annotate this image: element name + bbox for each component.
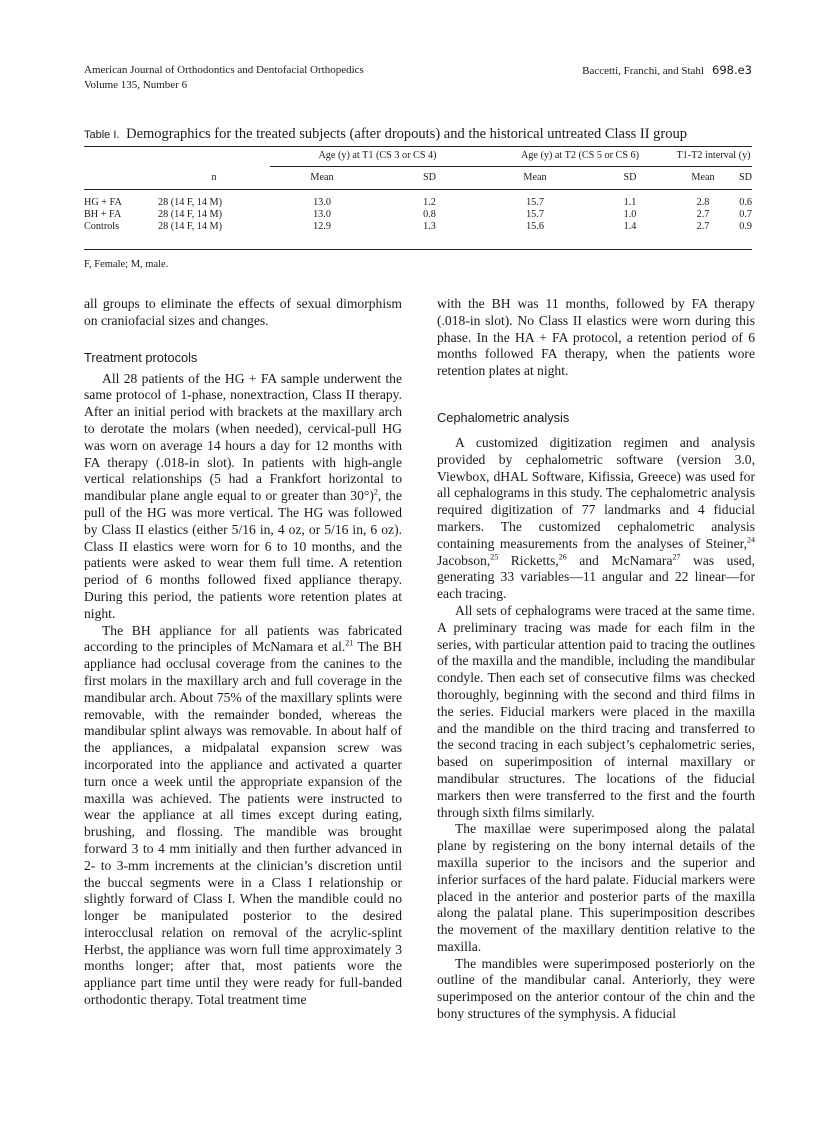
cell: 1.3 (423, 221, 436, 232)
row-group: BH + FA (84, 209, 122, 220)
cell: 15.6 (526, 221, 544, 232)
paragraph: A customized digitization regimen and analysis provided by cephalometric software (version 3.0, Viewbox, dHAL Software, Kifissia, Greece) was used for all cephalograms in this study. The cephalometric analysis required digitization of 77 landmarks and 4 fiducial markers. The customized cephalometric analysis containing measurements from the analyses of Steiner,$^{24}$ Jacobson,$^{25}$ Ricketts,$^{26}$ and McNamara$^{27}$ was used, generating 33 variables—11 angular and 22 linear—for each tracing. (437, 434, 755, 602)
table-row (84, 190, 752, 210)
citation: 24 (747, 535, 755, 545)
page-number: 698.e3 (712, 63, 752, 77)
cell: 12.9 (313, 221, 331, 232)
paragraph: The maxillae were superimposed along the palatal plane by registering on the bony internal details of the maxilla superior to the incisors and the superior and inferior surfaces of the hard palate. Fiducial markers were placed in the anterior and posterior parts of the maxilla along the palatal plane. This superimposition describes the movement of the maxillary dentition relative to the maxilla. (437, 821, 755, 954)
group-header-t2: Age (y) at T2 (CS 5 or CS 6) (485, 150, 675, 167)
sub-header: SD (422, 172, 437, 183)
paragraph: The mandibles were superimposed posteriorly on the outline of the mandibular canal. Anteriorly, they were superimposed on the anterior contour of the chin and the bony structures of the symphysis. A fiducial (437, 955, 755, 1022)
cell: 13.0 (313, 209, 331, 220)
sub-header: Mean (310, 172, 334, 183)
cell: 2.7 (696, 221, 710, 232)
citation: 2 (373, 487, 378, 497)
row-n: 28 (14 F, 14 M) (158, 209, 222, 220)
running-header-right (582, 63, 752, 79)
sub-header: SD (623, 172, 637, 183)
cell: 2.7 (696, 209, 710, 220)
table-title: Demographics for the treated subjects (after dropouts) and the historical untreated Class II group (126, 126, 687, 142)
table-group-header-row (84, 150, 752, 167)
paragraph: All 28 patients of the HG + FA sample underwent the same protocol of 1-phase, nonextraction, Class II therapy. After an initial period with brackets at the maxillary arch to derotate the molars (when needed), cervical-pull HG was worn on average 14 hours a day for 12 months with FA therapy (.018-in slot). In patients with high-angle vertical relationships (5 had a Frankfort horizontal to mandibular plane angle equal to or greater than 30°)$^2$, the pull of the HG was more vertical. The HG was followed by Class II elastics (either 5/16 in, 4 oz, or 5/16 in, 6 oz). Class II elastics were worn for 6 to 10 months, and the patients were asked to wear them full time. A retention period of 6 months followed fixed appliance therapy. During this period, the patients wore retention plates at night. (84, 370, 402, 621)
table-row (84, 209, 752, 221)
table-top-rule (84, 146, 752, 147)
n-header: n (211, 171, 217, 183)
left-column (84, 296, 402, 1009)
cell: 2.8 (696, 197, 710, 208)
paragraph: all groups to eliminate the effects of sexual dimorphism on craniofacial sizes and changes. (84, 296, 402, 328)
citation: 25 (490, 552, 499, 562)
citation: 21 (345, 638, 354, 648)
cell: 15.7 (526, 209, 544, 220)
group-header-t1: Age (y) at T1 (CS 3 or CS 4) (270, 150, 485, 167)
row-n: 28 (14 F, 14 M) (158, 197, 222, 208)
table-subheader-row (84, 167, 752, 190)
demographics-table (84, 150, 752, 233)
row-n: 28 (14 F, 14 M) (158, 221, 222, 232)
cell: 1.0 (623, 209, 637, 220)
table-row (84, 221, 752, 233)
citation: 27 (672, 552, 681, 562)
cell: 1.4 (623, 221, 637, 232)
table-label: Table I. (84, 129, 120, 141)
row-group: HG + FA (84, 197, 122, 208)
right-column (437, 296, 755, 1023)
group-header-interval: T1-T2 interval (y) (675, 150, 752, 167)
running-header-left (84, 63, 364, 93)
paragraph: with the BH was 11 months, followed by FA therapy (.018-in slot). No Class II elastics were worn during this phase. In the HA + FA protocol, a retention period of 6 months followed FA therapy, when the patients wore retention plates at night. (437, 296, 755, 379)
journal-volume: Volume 135, Number 6 (84, 79, 188, 91)
table-caption (84, 126, 687, 143)
journal-name: American Journal of Orthodontics and Dentofacial Orthopedics (84, 64, 364, 76)
cell: 0.6 (739, 197, 752, 208)
sub-header: SD (738, 172, 752, 183)
cell: 0.8 (423, 209, 436, 220)
table-footnote: F, Female; M, male. (84, 259, 169, 270)
sub-header: Mean (523, 172, 547, 183)
cell: 13.0 (313, 197, 331, 208)
cell: 0.7 (739, 209, 752, 220)
citation: 26 (558, 552, 567, 562)
section-heading-treatment-protocols: Treatment protocols (84, 349, 198, 365)
paragraph: The BH appliance for all patients was fabricated according to the principles of McNamara et al.$^{21}$ The BH appliance had occlusal coverage from the canines to the first molars in the maxillary arch and full coverage in the mandibular arch. About 75% of the maxillary splints were removable, with the remainder bonded, whereas the mandibular splint always was removable. In about half of the appliances, a midpalatal expansion screw was incorporated into the appliance and activated a quarter turn once a week until the appropriate expansion of the maxilla was achieved. The patients were instructed to wear the appliance at all times except during eating, brushing, and flossing. The mandible was brought forward 3 to 4 mm initially and then further advanced in 2- to 3-mm increments at the clinician’s discretion until the buccal segments were in a Class I relationship or slightly forward of Class I. When the mandible could no longer be manipulated posterior to the desired interocclusal relation on removal of the acrylic-splint Herbst, the appliance was worn full time approximately 3 months longer; after that, most patients wore the appliance part time until they were ready for full-banded orthodontic therapy. Total treatment time (84, 622, 402, 1008)
sub-header: Mean (691, 172, 715, 183)
cell: 0.9 (739, 221, 752, 232)
row-group: Controls (84, 221, 120, 232)
cell: 1.2 (423, 197, 436, 208)
paragraph: All sets of cephalograms were traced at the same time. A preliminary tracing was made for each film in the series, with particular attention paid to tracing the outlines of the maxilla and the mandible, including the mandibular condyle. Then each set of consecutive films was checked thoroughly, beginning with the second and third films in the series. Fiducial markers were placed in the maxilla and the mandible on the third tracing and transferred to the second tracing in each subject’s cephalometric series, based on superimposition of internal maxillary or mandibular structures. The locations of the fiducial markers then were transferred to the first and the fourth through sixth films similarly. (437, 602, 755, 820)
cell: 1.1 (623, 197, 637, 208)
authors: Baccetti, Franchi, and Stahl (582, 65, 704, 77)
section-heading-cephalometric-analysis: Cephalometric analysis (437, 409, 570, 425)
table-bottom-rule (84, 249, 752, 250)
cell: 15.7 (526, 197, 544, 208)
